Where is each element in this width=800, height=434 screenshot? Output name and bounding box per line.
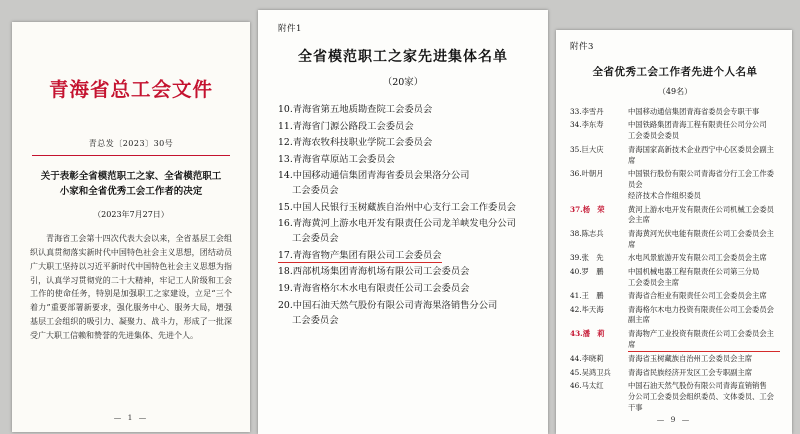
list-item [570, 107, 780, 118]
middle-list-title: 全省模范职工之家先进集体名单 [298, 49, 508, 65]
list-item-org: 中国移动通信集团青海省委员会专职干事 [628, 107, 760, 116]
list-item-org: 青海省玉树藏族自治州工会委员会主席 [628, 354, 753, 364]
list-item-text: 16.青海黄河上游水电开发有限责任公司龙羊峡发电分公司 [278, 218, 516, 230]
document-title-line1: 关于表彰全省模范职工之家、全省模范职工 [40, 171, 222, 182]
list-item-name: 45.吴鸿卫兵 [570, 367, 611, 377]
list-item-org: 青海黄河光伏电能有限责任公司工会委员会主席 [628, 228, 774, 249]
list-item-name: 34.李东寿 [570, 120, 604, 130]
left-document-page [12, 22, 250, 432]
list-item [278, 298, 528, 328]
list-item-name: 38.陈志兵 [570, 228, 604, 238]
list-item [570, 291, 780, 302]
list-item-org: 青海国家高新技术企业西宁中心区委员会副主席 [628, 144, 774, 165]
list-item [278, 200, 528, 215]
list-item-name: 36.叶朝月 [570, 169, 604, 179]
list-item-org: 中国铁路集团青海工程有限责任公司分公司 [628, 120, 767, 130]
list-item [570, 305, 780, 327]
list-item-text: 14.中国移动通信集团青海省委员会果洛分公司 [278, 170, 470, 182]
attachment-label-1: 附件1 [278, 24, 302, 34]
list-item-text: 17.青海省物产集团有限公司工会委员会 [278, 249, 442, 261]
list-item-text: 19.青海省格尔木水电有限责任公司工会委员会 [278, 283, 470, 295]
list-item-text-continued: 工会委员会 [292, 233, 339, 245]
list-item [570, 205, 780, 227]
list-item-org: 经济技术合作组织委员 [628, 191, 701, 201]
list-item [278, 152, 528, 167]
right-list-title: 全省优秀工会工作者先进个人名单 [592, 66, 758, 78]
list-item-org: 中国银行股份有限公司青海省分行工会工作委员会 [628, 169, 774, 190]
list-item-name: 41.王 鹏 [570, 291, 604, 301]
list-item-org: 中国石油天然气股份有限公司青海直销销售 [628, 381, 767, 391]
list-item [570, 354, 780, 365]
left-page-number: — 1 — [113, 413, 149, 422]
masthead-title: 青海省总工会文件 [48, 78, 213, 101]
list-item-name: 39.张 先 [570, 253, 604, 263]
list-item [278, 281, 528, 296]
collective-name-list [278, 102, 528, 328]
list-item-org: 中国机械电器工程有限责任公司第三分局 [628, 266, 760, 276]
list-item-org: 工会委员会委员 [628, 131, 680, 141]
list-item-org: 黄河上游水电开发有限责任公司机械工会委员会主席 [628, 204, 774, 225]
list-item-name: 43.潘 莉 [570, 328, 605, 338]
red-divider-rule [32, 155, 230, 156]
list-item [570, 329, 780, 352]
list-item [570, 145, 780, 167]
list-item [570, 253, 780, 264]
middle-document-page [258, 10, 548, 434]
document-title-line2: 小家和全省优秀工会工作者的决定 [59, 185, 203, 197]
list-item [570, 229, 780, 251]
list-item-name: 44.李晓莉 [570, 354, 604, 364]
list-item-text: 11.青海省门源公路段工会委员会 [278, 120, 414, 132]
list-item-org: 青海省民族经济开发区工会专职副主席 [628, 367, 753, 377]
list-item [278, 102, 528, 117]
list-item-org: 工会委员会主席 [628, 277, 680, 287]
list-item-text: 13.青海省草原站工会委员会 [278, 153, 396, 165]
document-date: （2023年7月27日） [93, 210, 169, 220]
right-page-number: — 9 — [656, 415, 692, 424]
list-item-name: 35.巨大庆 [570, 144, 604, 154]
list-item [278, 135, 528, 150]
individual-name-list [570, 107, 780, 414]
list-item-text-continued: 工会委员会 [292, 185, 339, 197]
list-item [278, 216, 528, 246]
list-item-name: 40.罗 鹏 [570, 266, 604, 276]
list-item [278, 264, 528, 279]
list-item-org: 青海格尔木电力投资有限责任公司工会委员会副主席 [628, 304, 774, 325]
list-item [570, 368, 780, 379]
list-item [278, 168, 528, 198]
list-item-name: 33.李雪丹 [570, 107, 604, 116]
list-item-name: 46.马太红 [570, 381, 604, 391]
right-list-subtitle: （49名） [657, 87, 693, 96]
right-document-page [556, 30, 792, 434]
middle-list-subtitle: （20家） [382, 77, 424, 88]
list-item [278, 248, 528, 263]
list-item [278, 119, 528, 134]
list-item-text: 15.中国人民银行玉树藏族自治州中心支行工会工作委员会 [278, 201, 516, 213]
list-item [570, 381, 780, 414]
list-item [570, 120, 780, 142]
list-item [570, 169, 780, 202]
list-item-text: 20.中国石油天然气股份有限公司青海果洛销售分公司 [278, 299, 498, 311]
list-item-org: 分公司工会委员会组织委员、文体委员、工会干事 [628, 392, 774, 412]
document-number: 青总发〔2023〕30号 [88, 139, 174, 148]
list-item-org: 青海省合柜业有限责任公司工会委员会主席 [628, 291, 767, 301]
list-item-text: 12.青海农牧科技职业学院工会委员会 [278, 137, 433, 149]
list-item-name: 37.杨 荣 [570, 204, 605, 214]
list-item-text-continued: 工会委员会 [292, 314, 339, 326]
list-item-name: 42.毕天海 [570, 304, 604, 314]
list-item-org: 水电风景旅游开发有限公司工会委员会主席 [628, 253, 767, 263]
list-item [570, 267, 780, 289]
list-item-org: 青海物产工业投资有限责任公司工会委员会主席 [628, 329, 780, 352]
list-item-text: 10.青海省第五地质勘查院工会委员会 [278, 104, 433, 115]
attachment-label-3: 附件3 [570, 42, 594, 52]
document-body-text: 青海省工会第十四次代表大会以来，全省基层工会组织认真贯彻落实新时代中国特色社会主义思想，团结动员广大职工坚持以习近平新时代中国特色社会主义思想为指引，认真学习贯彻党的二十大精神，牢记工人阶级和工会工作的使命任务，特别是加强职工之家建设，立足“三个着力”重要部署新要求，强化服务中心、服务大局，增强基层工会组织的吸引力、凝聚力、战斗力，形成了一批深受广大职工信赖和赞誉的先进集体、先进个人。 [30, 234, 232, 340]
list-item-text: 18.西部机场集团青海机场有限公司工会委员会 [278, 266, 470, 278]
